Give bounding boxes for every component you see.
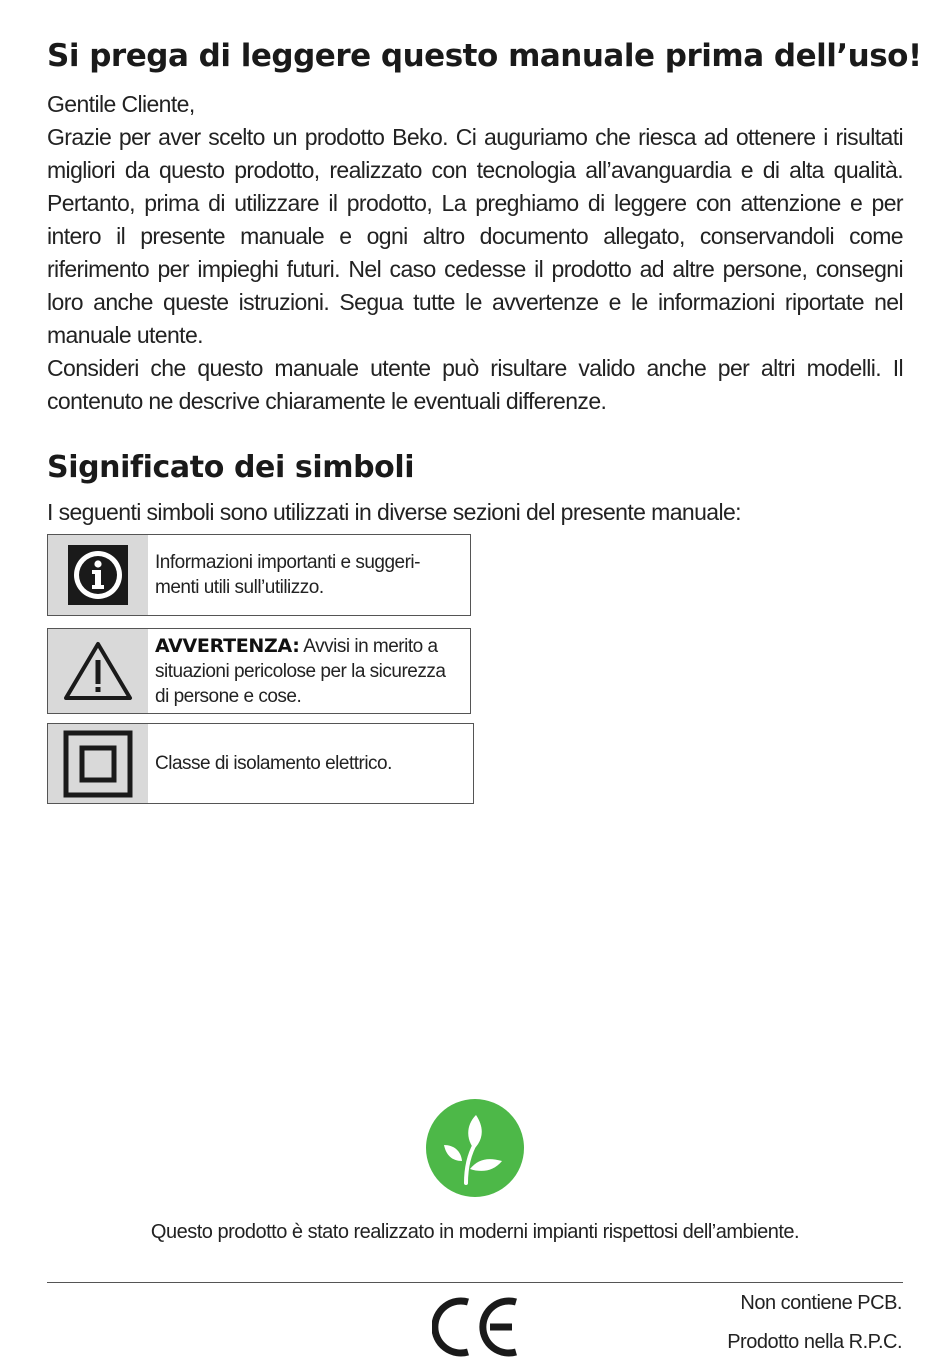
page-title: Si prega di leggere questo manuale prima dell’uso! [47,38,922,74]
intro-paragraph-1: Grazie per aver scelto un prodotto Beko. Ci auguriamo che riesca ad ottenere i risultati migliori da questo prodotto, realizzato con tecnologia all’avanguardia e di alta qualità. Pertanto, prima di utilizzare il prodotto, La preghiamo di leggere con attenzione e per intero il presente manuale e ogni altro documento allegato, conservandoli come riferimento per impieghi futuri. Nel caso cedesse il prodotto ad altre persone, consegni loro anche queste istruzioni. Segua tutte le avvertenze e le informazioni riportate nel manuale utente. [47,124,903,348]
footer-divider [47,1282,903,1283]
symbol-warning-line-2: situazioni pericolose per la sicurezza [155,660,446,682]
symbol-warning-text [148,629,453,713]
eco-statement: Questo prodotto è stato realizzato in moderni impianti rispettosi dell’ambiente. [150,1221,800,1243]
origin-note: Prodotto nella R.P.C. [727,1331,902,1353]
symbol-info-text [148,535,428,615]
symbol-insulation-line-1: Classe di isolamento elettrico. [155,753,392,774]
symbol-warning-line-3: di persone e cose. [155,685,302,707]
symbol-insulation-text [148,724,400,803]
symbol-warning-box [47,628,471,714]
double-insulation-icon [48,724,148,803]
symbol-info-line-2: menti utili sull’utilizzo. [155,577,324,598]
pcb-note: Non contiene PCB. [740,1292,902,1314]
ce-mark-icon [432,1296,520,1363]
warning-icon [48,629,148,713]
symbol-insulation-box [47,723,474,804]
symbols-heading: Significato dei simboli [47,450,415,485]
greeting: Gentile Cliente, [47,91,195,117]
warning-label: AVVERTENZA: [155,634,300,657]
symbol-info-line-1: Informazioni importanti e suggeri- [155,552,420,573]
intro-paragraph-2: Consideri che questo manuale utente può risultare valido anche per altri modelli. Il contenuto ne descrive chiaramente le eventuali differenze. [47,355,903,414]
intro-text [47,88,903,418]
info-icon [48,535,148,615]
symbol-info-box [47,534,471,616]
leaf-icon [426,1099,524,1202]
symbol-warning-line-1: Avvisi in merito a [299,635,438,657]
symbols-intro: I seguenti simboli sono utilizzati in diverse sezioni del presente manuale: [47,499,741,525]
